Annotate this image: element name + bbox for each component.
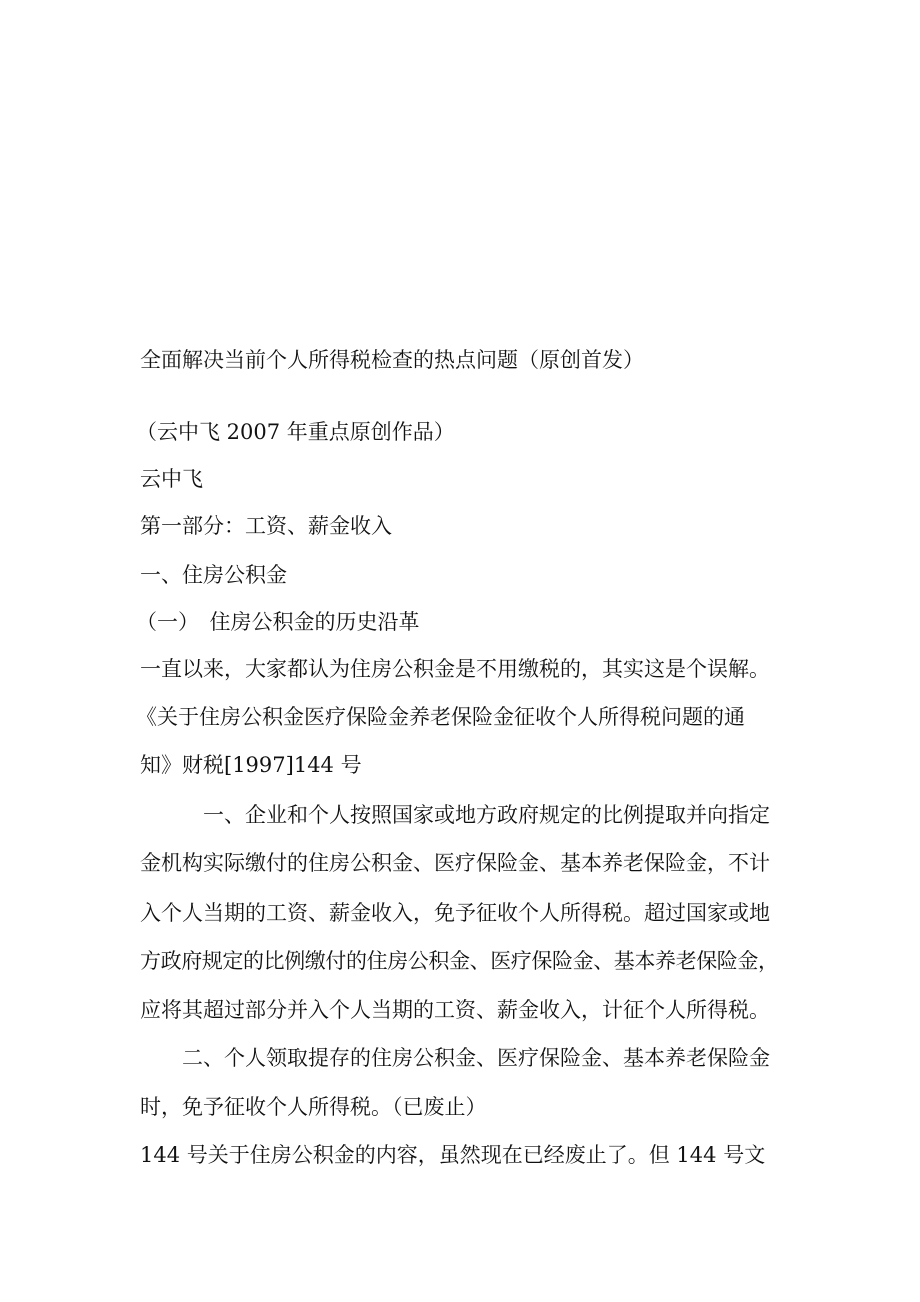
subsection-heading: 一、住房公积金: [140, 563, 287, 587]
paragraph-line: 知》财税[1997]144 号: [140, 753, 362, 777]
paragraph-line: 144 号关于住房公积金的内容，虽然现在已经废止了。但 144 号文: [140, 1143, 766, 1167]
document-title: 全面解决当前个人所得税检查的热点问题（原创首发）: [140, 348, 644, 372]
paragraph-line: 金机构实际缴付的住房公积金、医疗保险金、基本养老保险金，不计: [140, 851, 770, 875]
section-heading: 第一部分：工资、薪金收入: [140, 514, 392, 538]
paragraph-line: 时，免予征收个人所得税。（已废止）: [140, 1095, 487, 1119]
author: 云中飞: [140, 467, 203, 491]
paragraph-line: 应将其超过部分并入个人当期的工资、薪金收入，计征个人所得税。: [140, 998, 770, 1022]
paragraph-line: 《关于住房公积金医疗保险金养老保险金征收个人所得税问题的通: [136, 705, 745, 729]
paragraph-line: 方政府规定的比例缴付的住房公积金、医疗保险金、基本养老保险金，: [140, 949, 779, 973]
paragraph-line: 二、个人领取提存的住房公积金、医疗保险金、基本养老保险金: [140, 1046, 770, 1070]
paragraph-line: 入个人当期的工资、薪金收入，免予征收个人所得税。超过国家或地: [140, 901, 770, 925]
paragraph-line: 一、企业和个人按照国家或地方政府规定的比例提取并向指定: [140, 803, 770, 827]
paragraph-line: 一直以来，大家都认为住房公积金是不用缴税的，其实这是个误解。: [140, 657, 770, 681]
subsection-heading: （一） 住房公积金的历史沿革: [136, 610, 420, 634]
document-subtitle: （云中飞 2007 年重点原创作品）: [136, 420, 455, 444]
